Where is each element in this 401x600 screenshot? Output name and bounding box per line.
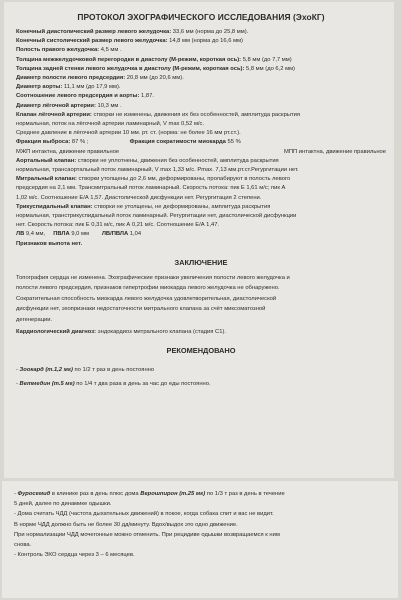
tricuspid-valve-line3: нет. Скорость потока: пик Е 0,31 м/с, пик А 0,21 м/с. Соотношение Е/А 1,47. [16,222,220,229]
pulmonary-pressure: Среднее давление в лёгочной артерии 10 мм. рт. ст. (норма: не более 16 мм рт.ст.). [16,130,241,137]
areas-row [16,230,386,239]
pulmonary-valve-line1 [16,111,386,120]
diuretic-duration: 5 дней, далее по динамике одышки. [14,501,112,508]
mitral-valve-line1 [16,175,386,184]
conclusion-line: дисфункции нет, эхопризнаки недостаточности митрального клапана за счёт миксоматозной [16,306,266,313]
measurement-la [16,74,386,83]
measurement-label: Толщина задней стенки левого желудочка в диастолу (М-режим, короткая ось): [16,65,245,72]
measurement-esd [16,37,386,46]
recommendation-text: по 1/4 т два раза в день за час до еды постоянно. [76,381,211,388]
conclusion-line: дегенерации. [16,316,53,323]
pvla-value: 9,0 мм [71,231,89,238]
ejection-fraction-value: 87 % ; [71,139,89,146]
tricuspid-valve-line1 [16,203,386,212]
measurement-value: 1,87. [141,93,154,100]
respiratory-norm-line: В норме ЧДД должно быть не более 30 дд/минуту. Вдох/выдох это одно движение. [14,521,238,528]
lv-value: 9,4 мм, [25,231,46,238]
ejection-row [16,138,386,147]
recommended-title: РЕКОМЕНДОВАНО [166,346,236,356]
veroshpiron-drug: Верошпирон (т.25 мг) [140,491,206,497]
echo-control-line: - Контроль ЭХО сердца через 3 – 6 месяцев. [14,552,135,559]
recommendation-text: по 1/2 т раз в день постоянно [74,367,155,374]
conclusion-line: Топография сердца не изменена. Эхографические признаки увеличения полости левого желудочка и [16,274,290,281]
measurement-value: 5,8 мм (до 6,2 мм) [246,65,295,72]
mitral-valve-line2: предсердия на 2,1 мм. Трансмитральный поток ламинарный. Скорость потока: пик Е 1,61 м/с; пик А [16,185,286,192]
recommendation-drug: Зоокард (т.1,2 мг) [19,367,73,374]
pulmonary-valve-text: створки не изменены, движения их без особенностей, амплитуда раскрытия [93,111,301,118]
measurement-value: 4,5 мм . [100,47,122,54]
pulmonary-valve-label: Клапан лёгочной артерии: [16,111,92,118]
effusion-note: Признаков выпота нет. [16,240,83,247]
measurement-ivs [16,56,386,65]
aortic-valve-label: Аортальный клапан: [16,157,77,164]
measurement-pa [16,102,386,111]
shortening-fraction-label: Фракция сократимости миокарда [129,139,226,146]
measurement-label: Диаметр аорты: [16,84,63,91]
aortic-valve-text: створки не уплотнены, движения без особенностей, амплитуда раскрытия [77,157,279,164]
report-page-1 [4,2,394,478]
tricuspid-valve-label: Трикуспидальный клапан: [16,203,93,210]
tricuspid-valve-text: створки не утолщены, не деформированы, амплитуда раскрытия [94,203,271,210]
measurement-label: Конечный систолический размер левого желудочка: [16,38,168,45]
measurement-value: 33,6 мм (норма до 25,8 мм). [172,29,249,35]
conclusion-line: Сократительная способность миокарда левого желудочка удовлетворительная, диастолической [16,295,277,302]
lv-label: ЛВ [16,231,25,238]
measurement-label: Толщина межжелудочковой перегородки в диастолу (М-режим, короткая ось): [16,56,242,63]
shortening-fraction-value: 55 % [227,139,241,146]
measurement-rv [16,46,386,55]
conclusion-line: полости левого предсердия, признаков гипертрофии миокарда левого желудочка не обнаружено. [16,285,280,292]
lv-pvla-label: ЛВ/ПВЛА [101,231,129,238]
tricuspid-valve-line2: нормальная, транстрикуспидальный поток ламинарный. Регургитации нет, диастолической дисфункции [16,213,297,220]
mitral-valve-text: створки утолщены до 2,6 мм, деформированы, пролабируют в полость левого [78,176,291,183]
veroshpiron-text: по 1/3 т раз в день в течение [206,491,285,497]
diagnosis-value: эндокардиоз митрального клапана (стадия С1). [97,328,226,335]
report-title: ПРОТОКОЛ ЭХОГРАФИЧЕСКОГО ИССЛЕДОВАНИЯ (ЭхоКГ) [77,12,325,22]
aortic-valve-line2: нормальная, трансаортальный поток ламинарный, V max 1,33 м/с. Pmax. 7,13 мм.рт.ст.Регургитации нет. [16,167,299,174]
furosemide-drug: Фуросемид [17,491,51,497]
diagnosis-label: Кардиологический диагноз: [16,328,97,335]
ivs-status: МЖП интактна, движение правильное [16,148,120,155]
recommendation-item: - Зоокард (т.1,2 мг) по 1/2 т раз в день постоянно [16,367,155,374]
measurement-value: 5,8 мм (до 7,7 мм) [242,56,292,63]
measurement-value: 10,3 мм . [97,102,122,109]
measurement-la-ao [16,92,386,101]
measurement-label: Соотношение левого предсердия и аорты: [16,93,140,100]
measurement-value: 14,8 мм (норма до 16,6 мм) [169,38,243,45]
measurement-label: Диаметр полости левого предсердия: [16,75,126,82]
diuretic-cancel-line: При нормализации ЧДД мочегонные можно отменить. При рецидиве одышки возвращаемся к ним [14,531,280,538]
diuretic-line: - Фуросемид в клинике раз в день плюс дома Верошпирон (т.25 мг) по 1/3 т раз в день в течение [14,491,285,497]
recommendation-item: - Ветмедин (т.5 мг) по 1/4 т два раза в день за час до еды постоянно. [16,381,211,388]
recommendation-drug: Ветмедин (т.5 мг) [19,381,75,388]
diagnosis-row [16,328,386,337]
aortic-valve-line1 [16,157,386,166]
measurement-lvpw [16,65,386,74]
measurement-label: Конечный диастолический размер левого желудочка: [16,29,172,35]
pvla-label: ПВЛА [53,231,70,238]
diuretic-cancel-line-end: снова. [14,542,32,549]
mitral-valve-label: Митральный клапан: [16,176,77,183]
furosemide-text: в клинике раз в день плюс дома [51,491,139,497]
pulmonary-valve-line2: нормальная, поток на лёгочной артерии ламинарный, V max 0,52 м/с. [16,121,205,128]
ejection-fraction-label: Фракция выброса: [16,139,71,146]
respiratory-rate-line: - Дома считать ЧДД (частота дыхательных движений) в покое, когда собака спит и вас не видит. [14,511,274,518]
ias-status: МПП интактна, движение правильное [284,148,386,155]
measurement-value: 20,8 мм (до 20,6 мм). [126,75,184,82]
measurement-value: 11,1 мм (до 17,9 мм). [63,84,121,91]
measurement-ao [16,83,386,92]
report-page-2 [2,481,398,598]
measurement-label: Полость правого желудочка: [16,47,100,54]
lv-pvla-value: 1,04 [129,231,142,238]
conclusion-title: ЗАКЛЮЧЕНИЕ [174,257,228,267]
septa-row [16,148,386,157]
measurement-edd [16,28,386,37]
mitral-valve-line3: 1,02 м/с. Соотношение Е/А 1,57. Диастолической дисфункции нет. Регургитация 2 степени. [16,194,262,201]
measurement-label: Диаметр лёгочной артерии: [16,102,96,109]
